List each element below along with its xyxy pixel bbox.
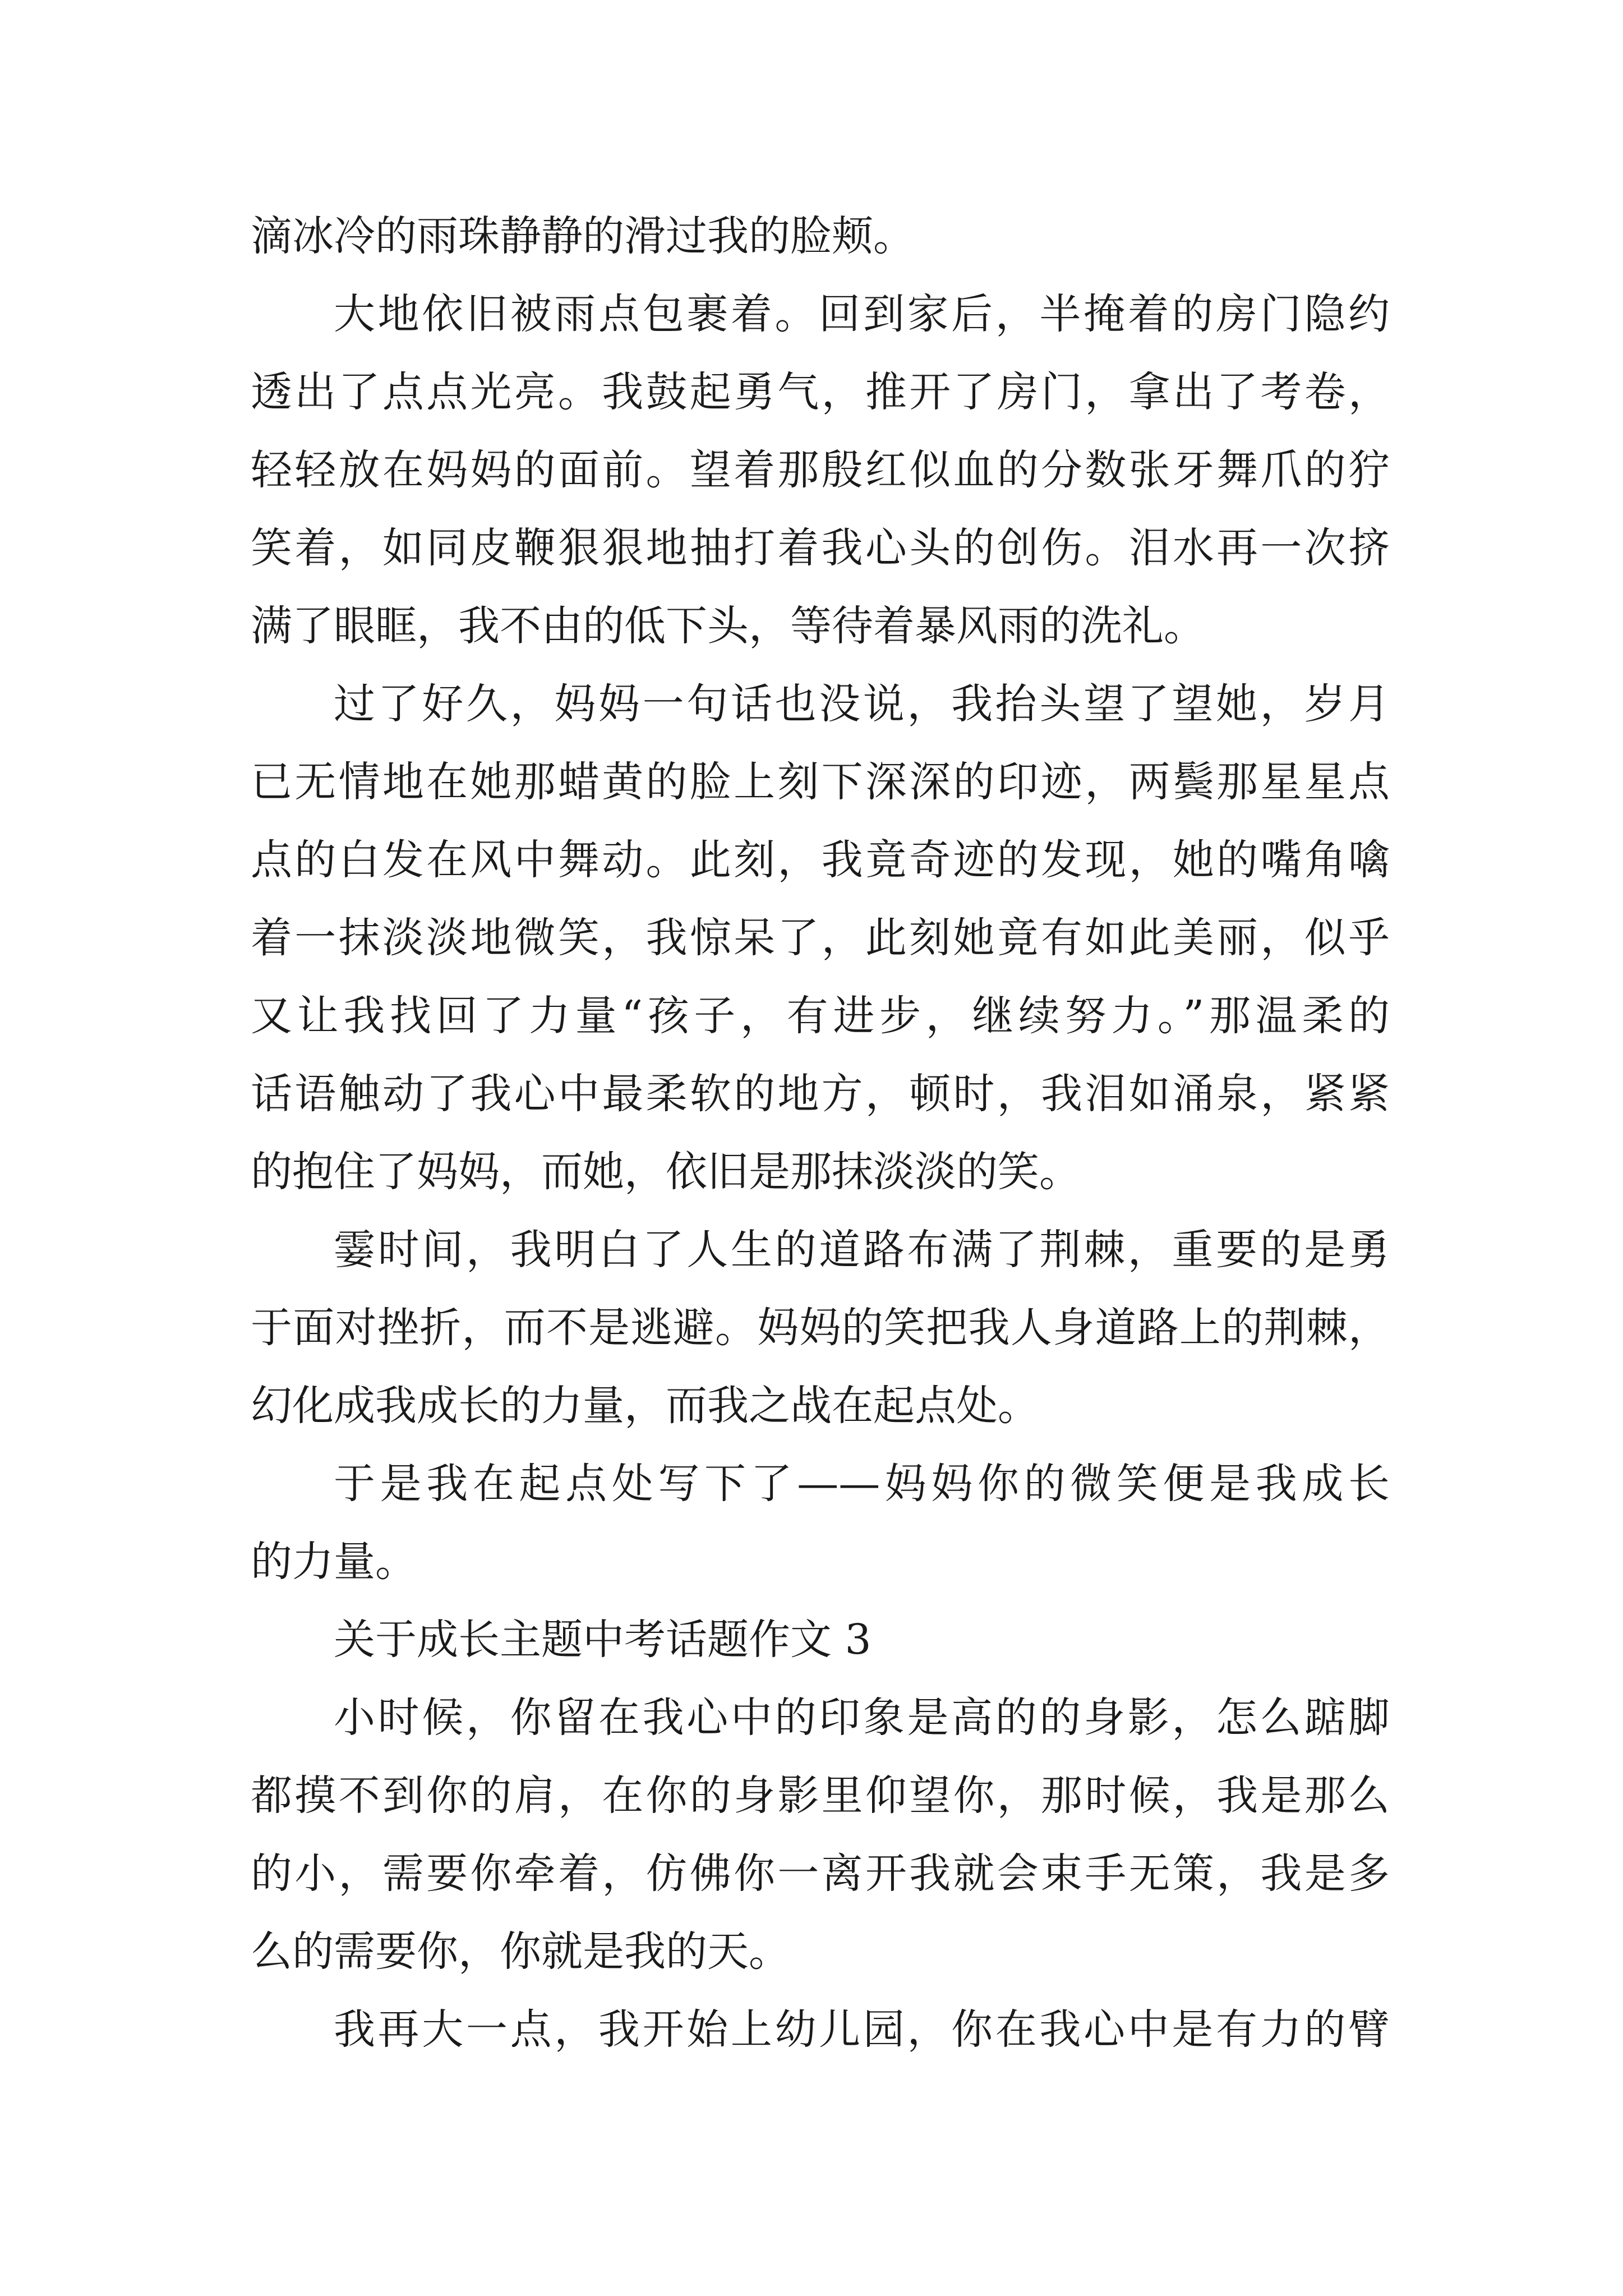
text-line: 笑着，如同皮鞭狠狠地抽打着我心头的创伤。泪水再一次挤 — [251, 524, 1390, 572]
document-page — [251, 197, 1390, 2069]
text-line: 的抱住了妈妈，而她，依旧是那抹淡淡的笑。 — [251, 1148, 1081, 1196]
text-line: 都摸不到你的肩，在你的身影里仰望你，那时候，我是那么 — [251, 1772, 1390, 1820]
paragraph — [251, 1991, 1390, 2069]
text-line: 轻轻放在妈妈的面前。望着那殷红似血的分数张牙舞爪的狞 — [251, 446, 1390, 494]
text-line: 满了眼眶，我不由的低下头，等待着暴风雨的洗礼。 — [251, 602, 1205, 650]
text-line: 过了好久，妈妈一句话也没说，我抬头望了望她，岁月 — [334, 680, 1390, 728]
text-line: 我再大一点，我开始上幼儿园，你在我心中是有力的臂 — [334, 2005, 1390, 2054]
text-line: 话语触动了我心中最柔软的地方，顿时，我泪如涌泉，紧紧 — [251, 1070, 1390, 1118]
text-line: 幻化成我成长的力量，而我之战在起点处。 — [251, 1382, 1039, 1430]
text-line: 的小，需要你牵着，仿佛你一离开我就会束手无策，我是多 — [251, 1849, 1390, 1898]
text-line: 的力量。 — [251, 1538, 417, 1586]
paragraph — [251, 275, 1390, 665]
text-line: 于是我在起点处写下了——妈妈你的微笑便是我成长 — [334, 1460, 1390, 1508]
text-line: 已无情地在她那蜡黄的脸上刻下深深的印迹，两鬓那星星点 — [251, 758, 1390, 806]
paragraph-continued — [251, 197, 1390, 275]
paragraph — [251, 665, 1390, 1211]
text-line: 霎时间，我明白了人生的道路布满了荆棘，重要的是勇 — [334, 1226, 1390, 1274]
text-line: 又让我找回了力量“孩子，有进步，继续努力。”那温柔的 — [251, 992, 1390, 1040]
heading-line: 关于成长主题中考话题作文 3 — [334, 1616, 872, 1664]
text-line: 透出了点点光亮。我鼓起勇气，推开了房门，拿出了考卷， — [251, 368, 1390, 416]
text-line: 于面对挫折，而不是逃避。妈妈的笑把我人身道路上的荆棘， — [251, 1304, 1390, 1352]
paragraph — [251, 1211, 1390, 1445]
text-line: 点的白发在风中舞动。此刻，我竟奇迹的发现，她的嘴角噙 — [251, 836, 1390, 884]
text-line: 大地依旧被雨点包裹着。回到家后，半掩着的房门隐约 — [334, 290, 1390, 338]
text-line: 滴冰冷的雨珠静静的滑过我的脸颊。 — [251, 212, 915, 260]
text-line: 着一抹淡淡地微笑，我惊呆了，此刻她竟有如此美丽，似乎 — [251, 914, 1390, 962]
text-line: 么的需要你，你就是我的天。 — [251, 1927, 790, 1976]
text-line: 小时候，你留在我心中的印象是高的的身影，怎么踮脚 — [334, 1694, 1390, 1742]
paragraph — [251, 1445, 1390, 1601]
paragraph — [251, 1679, 1390, 1991]
section-heading — [251, 1601, 1390, 1679]
